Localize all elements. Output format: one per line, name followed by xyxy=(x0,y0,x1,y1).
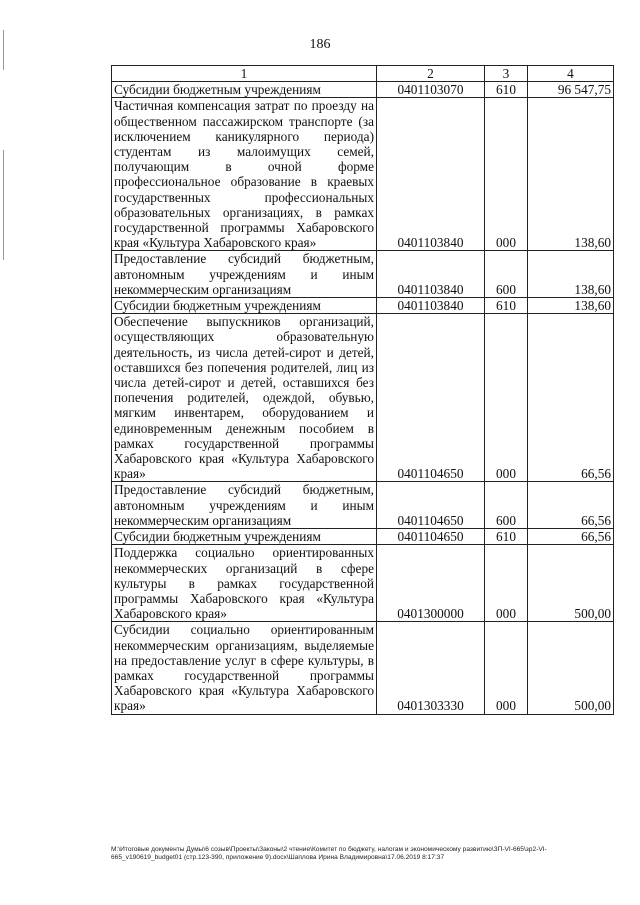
row-type: 600 xyxy=(485,251,528,298)
row-amount: 500,00 xyxy=(528,545,614,622)
table-row xyxy=(112,529,614,545)
table-row xyxy=(112,482,614,529)
row-code: 0401103840 xyxy=(377,251,485,298)
row-code: 0401104650 xyxy=(377,482,485,529)
row-name: Поддержка социально ориентированных некоммерческих организаций в сфере культуры в рамках государственной программы Хабаровского края «Культура Хабаровского края» xyxy=(112,545,377,622)
row-amount: 138,60 xyxy=(528,98,614,251)
row-amount: 66,56 xyxy=(528,314,614,482)
row-name: Субсидии бюджетным учреждениям xyxy=(112,529,377,545)
table-header-row xyxy=(112,66,614,82)
header-col-4: 4 xyxy=(528,66,614,82)
row-type: 000 xyxy=(485,545,528,622)
budget-table xyxy=(111,65,614,715)
header-col-2: 2 xyxy=(377,66,485,82)
table-row xyxy=(112,314,614,482)
row-name: Частичная компенсация затрат по проезду на общественном пассажирском транспорте (за исключением каникулярного периода) студентам из малоимущих семей, получающим в очной форме профессиональное образование в краевых государственных профессиональных образовательных организациях, в рамках государственной программы Хабаровского края «Культура Хабаровского края» xyxy=(112,98,377,251)
row-code: 0401104650 xyxy=(377,314,485,482)
table-row xyxy=(112,298,614,314)
row-name: Предоставление субсидий бюджетным, автономным учреждениям и иным некоммерческим организациям xyxy=(112,482,377,529)
document-footer-path: M:\Итоговые документы Думы\6 созыв\Проекты\Законы\2 чтение\Комитет по бюджету, налогам и экономическому развитию\ЗП-VI-665\зр2-VI-665_v190619_budget01 (стр.123-390, приложение 9).docx\Шаплова Ирина Владимировна\17.06.2019 8:17:37 xyxy=(111,846,547,862)
table-row xyxy=(112,82,614,98)
row-amount: 138,60 xyxy=(528,298,614,314)
header-col-3: 3 xyxy=(485,66,528,82)
row-amount: 66,56 xyxy=(528,482,614,529)
row-name: Субсидии бюджетным учреждениям xyxy=(112,82,377,98)
row-type: 610 xyxy=(485,529,528,545)
row-code: 0401103070 xyxy=(377,82,485,98)
table-row xyxy=(112,251,614,298)
row-name: Субсидии бюджетным учреждениям xyxy=(112,298,377,314)
table-row xyxy=(112,98,614,251)
row-code: 0401104650 xyxy=(377,529,485,545)
page-number: 186 xyxy=(309,37,331,52)
row-amount: 66,56 xyxy=(528,529,614,545)
row-name: Субсидии социально ориентированным некоммерческим организациям, выделяемые на предоставление услуг в сфере культуры, в рамках государственной программы Хабаровского края «Культура Хабаровского края» xyxy=(112,622,377,714)
row-type: 610 xyxy=(485,298,528,314)
row-type: 600 xyxy=(485,482,528,529)
row-code: 0401303330 xyxy=(377,622,485,714)
row-code: 0401300000 xyxy=(377,545,485,622)
header-col-1: 1 xyxy=(112,66,377,82)
table-row xyxy=(112,622,614,714)
margin-mark-middle xyxy=(3,150,4,260)
row-type: 000 xyxy=(485,622,528,714)
row-amount: 500,00 xyxy=(528,622,614,714)
row-type: 000 xyxy=(485,314,528,482)
row-type: 610 xyxy=(485,82,528,98)
row-name: Обеспечение выпускников организаций, осуществляющих образовательную деятельность, из числа детей-сирот и детей, оставшихся без попечения родителей, лиц из числа детей-сирот и детей, оставшихся без попечения родителей, одеждой, обувью, мягким инвентарем, оборудованием и единовременным денежным пособием в рамках государственной программы Хабаровского края «Культура Хабаровского края» xyxy=(112,314,377,482)
row-type: 000 xyxy=(485,98,528,251)
row-amount: 96 547,75 xyxy=(528,82,614,98)
table-row xyxy=(112,545,614,622)
row-name: Предоставление субсидий бюджетным, автономным учреждениям и иным некоммерческим организациям xyxy=(112,251,377,298)
row-code: 0401103840 xyxy=(377,98,485,251)
row-code: 0401103840 xyxy=(377,298,485,314)
row-amount: 138,60 xyxy=(528,251,614,298)
